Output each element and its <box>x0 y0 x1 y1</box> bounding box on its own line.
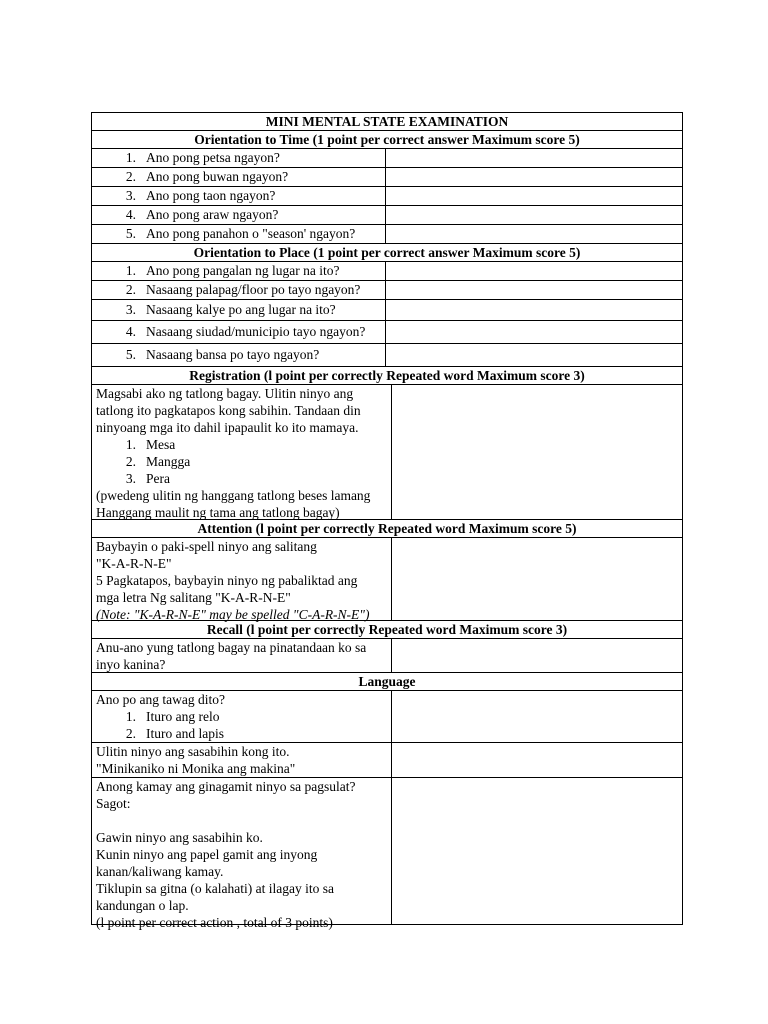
answer-cell[interactable] <box>386 225 682 243</box>
question-cell: 4. Nasaang siudad/municipio tayo ngayon? <box>92 321 386 343</box>
question-cell: 1. Ano pong pangalan ng lugar na ito? <box>92 262 386 280</box>
question-row <box>91 205 683 224</box>
recall-instructions: Anu-ano yung tatlong bagay na pinatandaan ko sa inyo kanina? <box>92 639 392 672</box>
question-cell: 4. Ano pong araw ngayon? <box>92 206 386 224</box>
question-cell: 1. Ano pong petsa ngayon? <box>92 149 386 167</box>
list-item: 2. Mangga <box>125 454 191 469</box>
question-row <box>91 343 683 366</box>
command-row <box>91 777 683 930</box>
answer-cell[interactable] <box>386 300 682 320</box>
registration-row <box>91 384 683 519</box>
answer-cell[interactable] <box>386 321 682 343</box>
attention-row <box>91 537 683 620</box>
question-row <box>91 186 683 205</box>
section-header-attention: Attention (l point per correctly Repeated word Maximum score 5) <box>91 519 683 537</box>
list-item: 2. Ituro and lapis <box>125 726 224 741</box>
naming-row <box>91 690 683 742</box>
answer-cell[interactable] <box>386 262 682 280</box>
answer-cell[interactable] <box>386 149 682 167</box>
answer-cell[interactable] <box>392 778 682 924</box>
naming-instructions: Ano po ang tawag dito? 1. Ituro ang relo 2. Ituro and lapis <box>92 691 392 742</box>
question-row <box>91 261 683 280</box>
repeat-row <box>91 742 683 777</box>
answer-cell[interactable] <box>386 168 682 186</box>
answer-cell[interactable] <box>392 538 682 620</box>
answer-cell[interactable] <box>386 344 682 366</box>
question-cell: 3. Nasaang kalye po ang lugar na ito? <box>92 300 386 320</box>
answer-cell[interactable] <box>392 385 682 519</box>
question-row <box>91 280 683 299</box>
question-cell: 5. Nasaang bansa po tayo ngayon? <box>92 344 386 366</box>
answer-cell[interactable] <box>392 639 682 672</box>
list-item: 1. Mesa <box>125 437 176 452</box>
answer-cell[interactable] <box>392 691 682 742</box>
question-row <box>91 148 683 167</box>
section-header-language: Language <box>91 672 683 690</box>
section-header-registration: Registration (l point per correctly Repeated word Maximum score 3) <box>91 366 683 384</box>
list-item: 1. Ituro ang relo <box>125 709 220 724</box>
answer-cell[interactable] <box>392 743 682 777</box>
command-instructions: Anong kamay ang ginagamit ninyo sa pagsulat? Sagot: Gawin ninyo ang sasabihin ko. Kunin ninyo ang papel gamit ang inyong kanan/kaliwang kamay. Tiklupin sa gitna (o kalahati) at ilagay ito sa kandungan o lap. (l point per correct action , total of 3 points) <box>92 778 392 924</box>
question-cell: 2. Nasaang palapag/floor po tayo ngayon? <box>92 281 386 299</box>
question-cell: 3. Ano pong taon ngayon? <box>92 187 386 205</box>
repeat-instructions: Ulitin ninyo ang sasabihin kong ito. "Minikaniko ni Monika ang makina" <box>92 743 392 777</box>
section-header-orientation-place: Orientation to Place (1 point per correct answer Maximum score 5) <box>91 243 683 261</box>
recall-row <box>91 638 683 672</box>
question-row <box>91 167 683 186</box>
question-cell: 5. Ano pong panahon o "season' ngayon? <box>92 225 386 243</box>
question-cell: 2. Ano pong buwan ngayon? <box>92 168 386 186</box>
question-row <box>91 224 683 243</box>
answer-cell[interactable] <box>386 281 682 299</box>
registration-instructions: Magsabi ako ng tatlong bagay. Ulitin ninyo ang tatlong ito pagkatapos kong sabihin. Tandaan din ninyoang mga ito dahil ipapaulit ko ito mamaya. 1. Mesa 2. Mangga 3. Pera (pwedeng ulitin ng hanggang tatlong beses lamang Hanggang maulit ng tama ang tatlong bagay) <box>92 385 392 519</box>
section-header-orientation-time: Orientation to Time (1 point per correct answer Maximum score 5) <box>91 130 683 148</box>
question-row <box>91 320 683 343</box>
answer-cell[interactable] <box>386 187 682 205</box>
mmse-form <box>91 112 683 930</box>
section-header-recall: Recall (l point per correctly Repeated word Maximum score 3) <box>91 620 683 638</box>
spelling-note: (Note: "K-A-R-N-E" may be spelled "C-A-R-N-E") <box>96 607 370 622</box>
question-row <box>91 299 683 320</box>
form-title: MINI MENTAL STATE EXAMINATION <box>91 112 683 130</box>
attention-instructions: Baybayin o paki-spell ninyo ang salitang "K-A-R-N-E" 5 Pagkatapos, baybayin ninyo ng pabaliktad ang mga letra Ng salitang "K-A-R-N-E" (Note: "K-A-R-N-E" may be spelled "C-A-R-N-E") <box>92 538 392 620</box>
answer-cell[interactable] <box>386 206 682 224</box>
list-item: 3. Pera <box>125 471 170 486</box>
